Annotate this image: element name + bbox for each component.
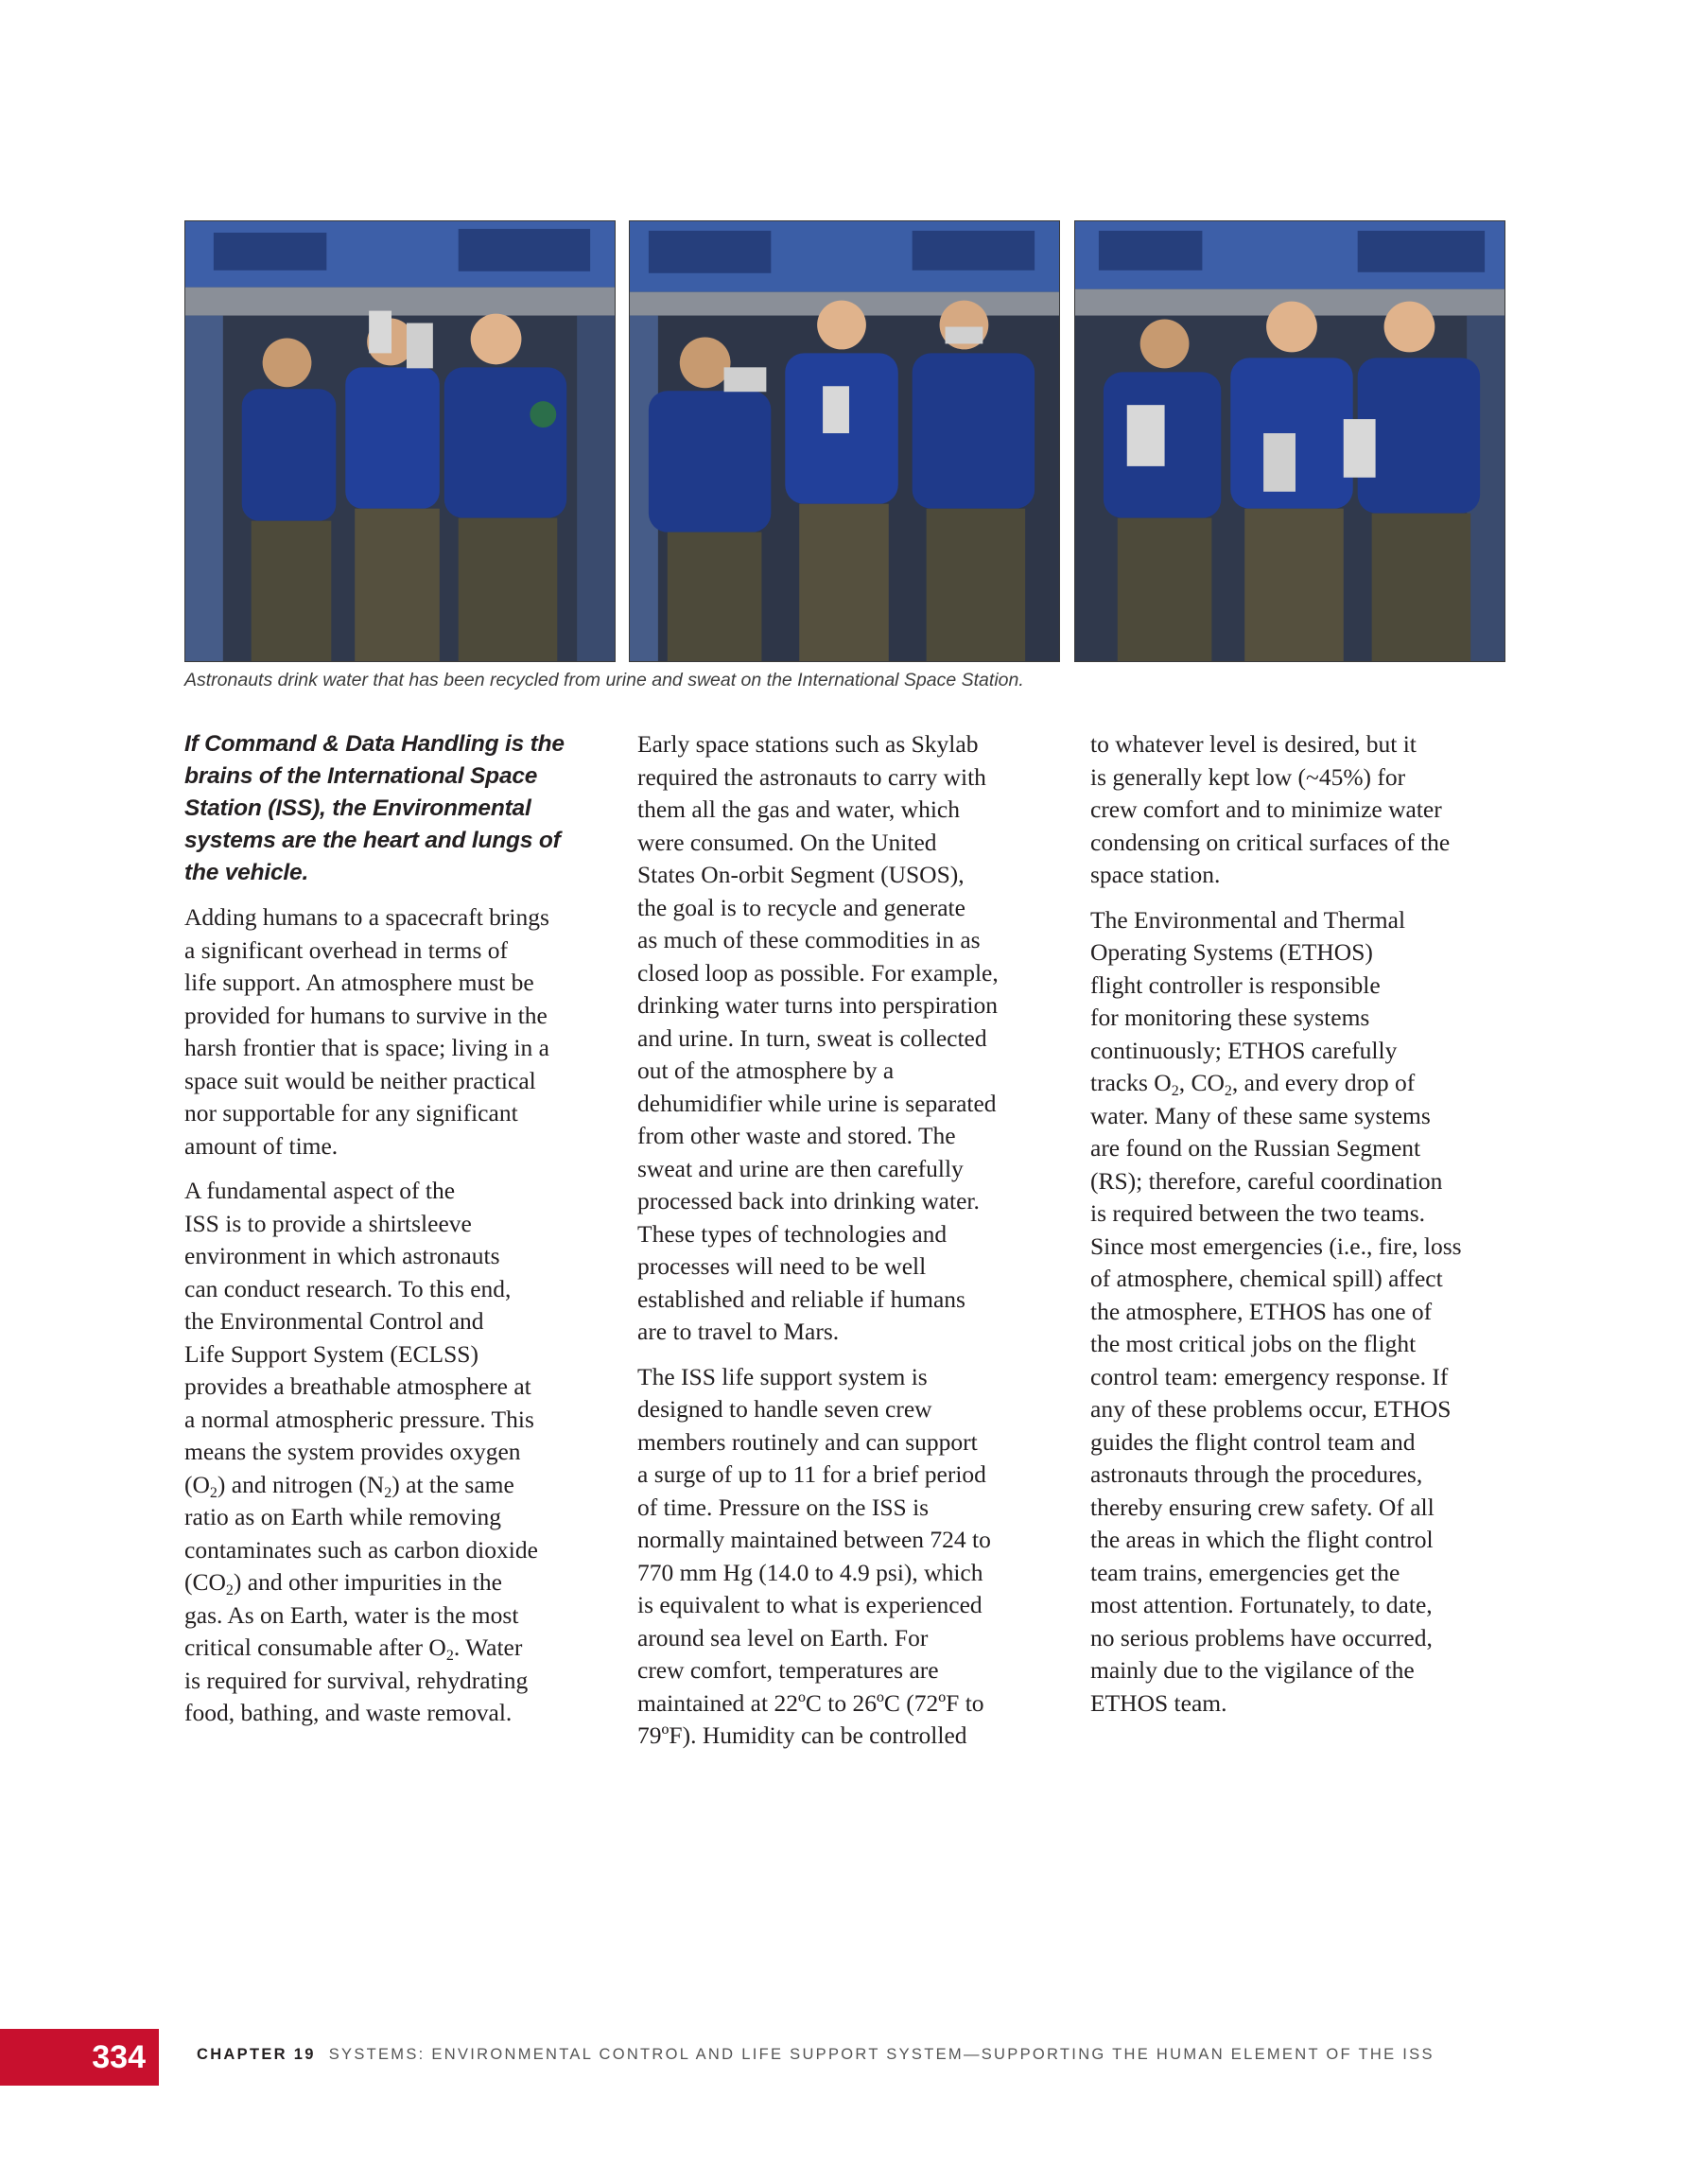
paragraph-eclss: A fundamental aspect of the ISS is to provide a shirtsleeve environment in which astronauts can conduct research. To this end, the Environmental Control and Life Support System (ECLSS) provides a breathable atmosphere at a normal atmospheric pressure. This means the system provides oxygen $(O_2)$ and nitrogen $(N_2)$ at the same ratio as on Earth while removing contaminates such as carbon dioxide $(CO_2)$ and other impurities in the gas. As on Earth, water is the most critical consumable after $O_2$. Water is required for survival, rehydrating food, bathing, and waste removal. (184, 1177, 538, 1726)
figure-caption: Astronauts drink water that has been recycled from urine and sweat on the International Space Station. (184, 670, 1024, 690)
paragraph-recycling: Early space stations such as Skylab required the astronauts to carry with them all the gas and water, which were consumed. On the United States On-orbit Segment (USOS), the goal is to recycle and generate as much of these commodities in as closed loop as possible. For example, drinking water turns into perspiration and urine. In turn, sweat is collected out of the atmosphere by a dehumidifier while urine is separated from other waste and stored. The sweat and urine are then carefully processed back into drinking water. These types of technologies and processes will need to be well established and reliable if humans are to travel to Mars. (637, 730, 999, 1345)
chapter-label: CHAPTER 19 (197, 2046, 316, 2063)
astronaut-photo-drinking (629, 220, 1060, 662)
chapter-title: SYSTEMS: ENVIRONMENTAL CONTROL AND LIFE SUPPORT SYSTEM—SUPPORTING THE HUMAN ELEMENT OF THE ISS (328, 2046, 1435, 2063)
text-column-2 (637, 728, 1053, 1765)
paragraph-ethos: The Environmental and Thermal Operating Systems (ETHOS) flight controller is responsible for monitoring these systems continuously; ETHOS carefully tracks $O_2$, $CO_2$, and every drop of water. Many of these same systems are found on the Russian Segment (RS); therefore, careful coordination is required between the two teams. Since most emergencies (i.e., fire, loss of atmosphere, chemical spill) affect the atmosphere, ETHOS has one of the most critical jobs on the flight control team: emergency response. If any of these problems occur, ETHOS guides the flight control team and astronauts through the procedures, thereby ensuring crew safety. Of all the areas in which the flight control team trains, emergencies get the most attention. Fortunately, to date, no serious problems have occurred, mainly due to the vigilance of the ETHOS team. (1090, 905, 1462, 1717)
text-column-1 (184, 728, 600, 1742)
astronaut-photo-pouches (1074, 220, 1505, 662)
paragraph-life-support: Adding humans to a spacecraft brings a significant overhead in terms of life support. An atmosphere must be provided for humans to survive in the harsh frontier that is space; living in a space suit would be neither practical nor supportable for any significant amount of time. (184, 903, 549, 1160)
astronaut-photo-toast (184, 220, 616, 662)
paragraph-capacity: The ISS life support system is designed to handle seven crew members routinely and can support a surge of up to 11 for a brief period of time. Pressure on the ISS is normally maintained between 724 to 770 mm Hg (14.0 to 4.9 psi), which is equivalent to what is experienced around sea level on Earth. For crew comfort, temperatures are maintained at 22ºC to 26ºC (72ºF to 79ºF). Humidity can be controlled (637, 1362, 991, 1749)
lead-paragraph: If Command & Data Handling is the brains of the International Space Station (ISS), the Environmental systems are the heart and lungs of the vehicle. (184, 731, 565, 885)
page-number: 334 (0, 2029, 159, 2086)
text-column-3 (1090, 728, 1506, 1732)
paragraph-humidity: to whatever level is desired, but it is generally kept low (~45%) for crew comfort and to minimize water condensing on critical surfaces of the space station. (1090, 730, 1451, 888)
running-footer (197, 2046, 1435, 2064)
